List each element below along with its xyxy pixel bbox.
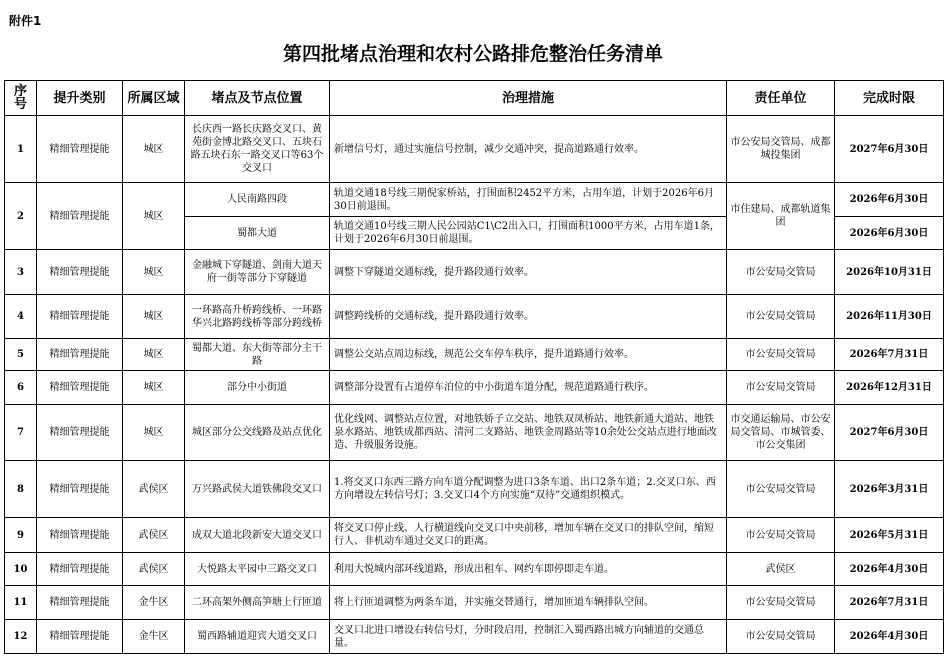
row-deadline: 2026年6月30日 [835,217,944,250]
row-area: 武侯区 [123,461,185,518]
row-location: 大悦路太平园中三路交叉口 [185,553,330,586]
row-deadline: 2026年3月31日 [835,461,944,518]
row-measure: 调整公交站点周边标线，规范公交车停车秩序，提升道路通行效率。 [330,339,727,371]
row-area: 城区 [123,405,185,461]
header-area: 所属区域 [123,81,185,116]
table-row [5,461,944,518]
row-category: 精细管理提能 [37,116,123,183]
table-row [5,183,944,217]
row-unit: 市公安局交管局 [727,250,835,295]
row-deadline: 2026年7月31日 [835,339,944,371]
row-measure: 1.将交叉口东西三路方向车道分配调整为进口3条车道、出口2条车道；2.交叉口东、西方向增设左转信号灯；3.交叉口4个方向实施“双待”交通组织模式。 [330,461,727,518]
row-measure: 轨道交通18号线三期倪家桥站，打围面积2452平方米，占用车道，计划于2026年6月30日前退围。 [330,183,727,217]
row-category: 精细管理提能 [37,183,123,250]
row-measure: 优化线网、调整站点位置，对地铁娇子立交站、地铁双凤桥站、地铁新通大道站、地铁泉水路站、地铁成都西站、清河二支路站、地铁金周路站等10余处公交站点进行地面改造、升级服务设施。 [330,405,727,461]
row-deadline: 2026年6月30日 [835,183,944,217]
row-deadline: 2026年12月31日 [835,371,944,405]
document-title: 第四批堵点治理和农村公路排危整治任务清单 [282,43,663,65]
row-location: 城区部分公交线路及站点优化 [185,405,330,461]
table-row [5,518,944,553]
row-deadline: 2026年5月31日 [835,518,944,553]
row-area: 武侯区 [123,518,185,553]
row-measure: 新增信号灯，通过实施信号控制，减少交通冲突，提高道路通行效率。 [330,116,727,183]
table-row [5,116,944,183]
row-location: 人民南路四段 [185,183,330,217]
row-measure: 调整部分设置有占道停车泊位的中小街道车道分配，规范道路通行秩序。 [330,371,727,405]
header-seq: 序号 [5,81,37,116]
row-area: 金牛区 [123,620,185,654]
row-area: 城区 [123,371,185,405]
row-unit: 市公安局交管局 [727,339,835,371]
row-category: 精细管理提能 [37,250,123,295]
row-unit: 市公安局交管局 [727,620,835,654]
row-measure: 利用大悦城内部环线道路，形成出租车、网约车即停即走车道。 [330,553,727,586]
row-measure: 调整下穿隧道交通标线，提升路段通行效率。 [330,250,727,295]
row-unit: 市公安局交管局 [727,371,835,405]
row-location: 二环高架外侧高笋塘上行匝道 [185,586,330,620]
table-row [5,339,944,371]
row-deadline: 2026年4月30日 [835,620,944,654]
table-row [5,620,944,654]
row-measure: 调整跨线桥的交通标线，提升路段通行效率。 [330,295,727,339]
header-deadline: 完成时限 [835,81,944,116]
row-category: 精细管理提能 [37,371,123,405]
row-location: 一环路高升桥跨线桥、一环路华兴北路跨线桥等部分跨线桥 [185,295,330,339]
row-location: 蜀都大道 [185,217,330,250]
row-deadline: 2026年7月31日 [835,586,944,620]
row-location: 万兴路武侯大道铁佛段交叉口 [185,461,330,518]
row-location: 部分中小街道 [185,371,330,405]
row-seq: 7 [5,405,37,461]
row-area: 城区 [123,250,185,295]
row-category: 精细管理提能 [37,405,123,461]
row-unit: 市公安局交管局、成都城投集团 [727,116,835,183]
row-area: 城区 [123,339,185,371]
row-category: 精细管理提能 [37,620,123,654]
row-location: 金融城下穿隧道、剑南大道天府一街等部分下穿隧道 [185,250,330,295]
row-seq: 2 [5,183,37,250]
row-unit: 武侯区 [727,553,835,586]
row-deadline: 2026年10月31日 [835,250,944,295]
row-deadline: 2027年6月30日 [835,116,944,183]
row-category: 精细管理提能 [37,518,123,553]
row-deadline: 2026年4月30日 [835,553,944,586]
table-row [5,586,944,620]
row-unit: 市公安局交管局 [727,461,835,518]
row-seq: 11 [5,586,37,620]
row-unit: 市公安局交管局 [727,518,835,553]
row-deadline: 2027年6月30日 [835,405,944,461]
row-area: 武侯区 [123,553,185,586]
row-location: 成双大道北段新安大道交叉口 [185,518,330,553]
row-seq: 6 [5,371,37,405]
table-row [5,295,944,339]
row-seq: 10 [5,553,37,586]
row-seq: 3 [5,250,37,295]
table-row [5,405,944,461]
row-unit: 市公安局交管局 [727,295,835,339]
row-unit: 市公安局交管局 [727,586,835,620]
header-category: 提升类别 [37,81,123,116]
row-location: 蜀都大道、东大街等部分主干路 [185,339,330,371]
header-location: 堵点及节点位置 [185,81,330,116]
row-category: 精细管理提能 [37,586,123,620]
row-area: 城区 [123,295,185,339]
row-seq: 5 [5,339,37,371]
row-category: 精细管理提能 [37,295,123,339]
row-seq: 1 [5,116,37,183]
row-seq: 4 [5,295,37,339]
row-category: 精细管理提能 [37,461,123,518]
row-measure: 交叉口北进口增设右转信号灯，分时段启用，控制汇入蜀西路出城方向辅道的交通总量。 [330,620,727,654]
table-row [5,250,944,295]
annex-label: 附件1 [9,14,42,28]
row-category: 精细管理提能 [37,339,123,371]
header-measure: 治理措施 [330,81,727,116]
row-area: 金牛区 [123,586,185,620]
row-area: 城区 [123,183,185,250]
row-seq: 12 [5,620,37,654]
row-seq: 9 [5,518,37,553]
row-category: 精细管理提能 [37,553,123,586]
header-unit: 责任单位 [727,81,835,116]
row-measure: 将上行匝道调整为两条车道，并实施交替通行，增加匝道车辆排队空间。 [330,586,727,620]
row-measure: 轨道交通10号线三期人民公园站C1\C2出入口，打围面积1000平方米，占用车道1条，计划于2026年6月30日前退围。 [330,217,727,250]
row-measure: 将交叉口停止线、人行横道线向交叉口中央前移，增加车辆在交叉口的排队空间，缩短行人、非机动车通过交叉口的距离。 [330,518,727,553]
table-header-row [5,81,944,116]
row-unit: 市交通运输局、市公安局交管局、市城管委、市公交集团 [727,405,835,461]
row-seq: 8 [5,461,37,518]
task-table [4,80,944,654]
table-row [5,371,944,405]
row-deadline: 2026年11月30日 [835,295,944,339]
row-unit: 市住建局、成都轨道集团 [727,183,835,250]
row-location: 长庆西一路长庆路交叉口、黄苑街金博北路交叉口、五块石路五块石东一路交叉口等63个交叉口 [185,116,330,183]
row-area: 城区 [123,116,185,183]
table-row [5,553,944,586]
row-location: 蜀西路辅道迎宾大道交叉口 [185,620,330,654]
